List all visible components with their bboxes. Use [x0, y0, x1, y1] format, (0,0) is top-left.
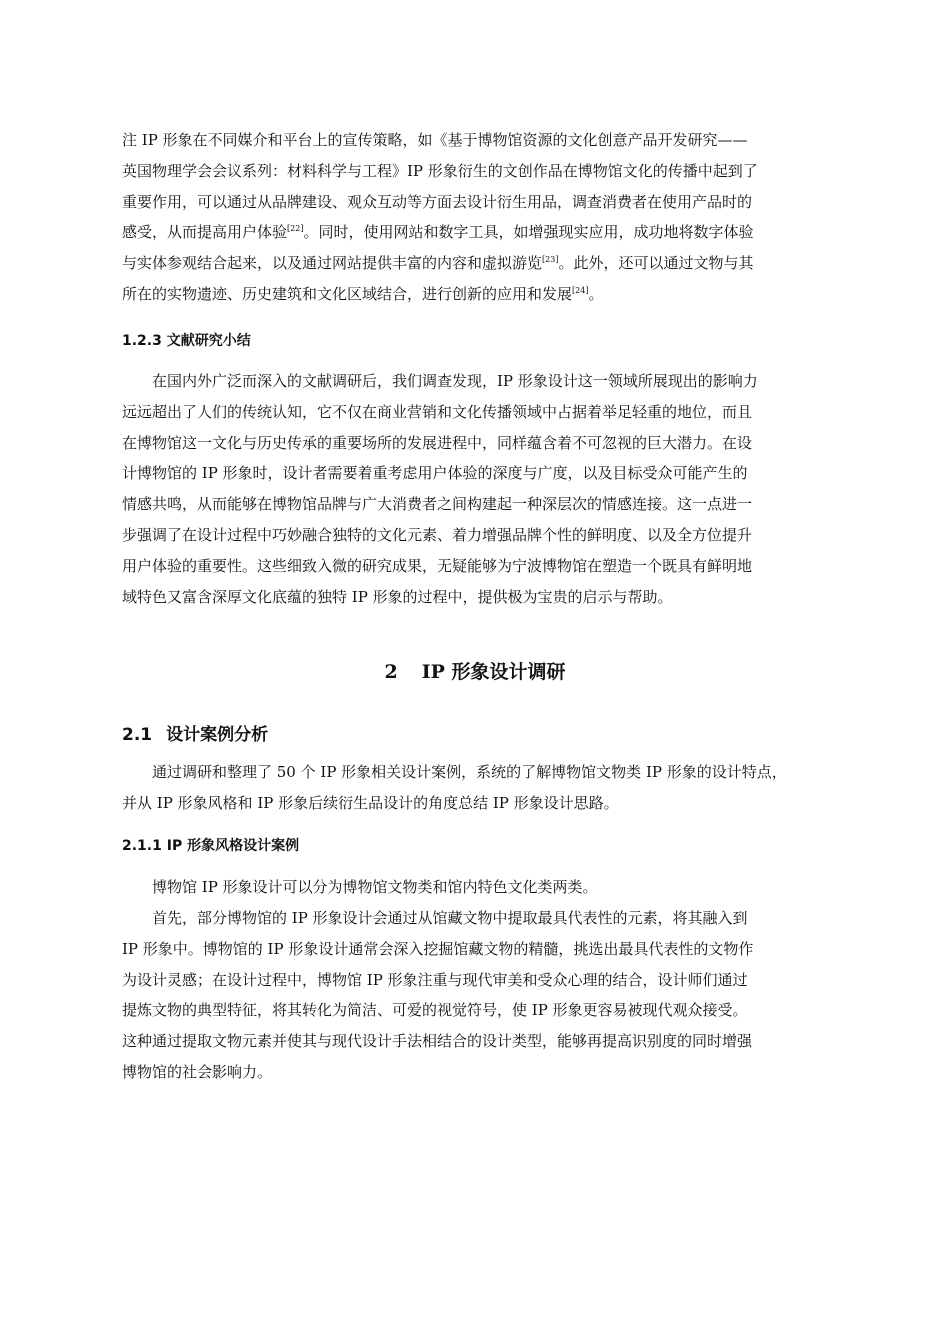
citation-22[interactable]: [22] [287, 224, 304, 234]
chapter-2-heading [0, 657, 950, 684]
intro-line-6-tail: 。 [588, 284, 604, 303]
section-1-2-3-paragraph [122, 366, 834, 612]
summary-line-5: 情感共鸣，从而能够在博物馆品牌与广大消费者之间构建起一种深层次的情感连接。这一点进一 [122, 495, 753, 514]
summary-line-2: 远远超出了人们的传统认知，它不仅在商业营销和文化传播领域中占据着举足轻重的地位，而且 [122, 402, 753, 421]
intro-line-4-text: 感受，从而提高用户体验 [122, 223, 288, 242]
style-line-2: IP 形象中。博物馆的 IP 形象设计通常会深入挖掘馆藏文物的精髓，挑选出最具代表性的文物作 [122, 939, 754, 958]
summary-line-7: 用户体验的重要性。这些细致入微的研究成果，无疑能够为宁波博物馆在塑造一个既具有鲜明地 [122, 556, 753, 575]
style-para-1: 博物馆 IP 形象设计可以分为博物馆文物类和馆内特色文化类两类。 [152, 878, 598, 896]
section-2-1-heading [122, 720, 268, 745]
summary-line-8: 域特色又富含深厚文化底蕴的独特 IP 形象的过程中，提供极为宝贵的启示与帮助。 [122, 587, 673, 606]
section-2-1-1-number: 2.1.1 [122, 838, 162, 854]
style-line-5: 这种通过提取文物元素并使其与现代设计手法相结合的设计类型，能够再提高识别度的同时增强 [122, 1032, 753, 1051]
section-2-1-1-heading [122, 835, 299, 855]
summary-line-6: 步强调了在设计过程中巧妙融合独特的文化元素、着力增强品牌个性的鲜明度、以及全方位提升 [122, 525, 753, 544]
section-2-1-paragraph [122, 757, 834, 819]
style-line-3: 为设计灵感；在设计过程中，博物馆 IP 形象注重与现代审美和受众心理的结合，设计师们通过 [122, 970, 748, 989]
intro-line-4 [122, 217, 834, 248]
section-2-1-number: 2.1 [122, 725, 153, 745]
chapter-2-title: IP 形象设计调研 [421, 661, 566, 683]
section-2-1-1-paragraph-2 [122, 903, 834, 1088]
style-line-1: 首先，部分博物馆的 IP 形象设计会通过从馆藏文物中提取最具代表性的元素，将其融入到 [152, 909, 748, 927]
section-1-2-3-number: 1.2.3 [122, 333, 162, 349]
case-line-1: 通过调研和整理了 50 个 IP 形象相关设计案例，系统的了解博物馆文物类 IP 形象的设计特点， [152, 763, 787, 781]
summary-line-3: 在博物馆这一文化与历史传承的重要场所的发展进程中，同样蕴含着不可忽视的巨大潜力。在设 [122, 433, 753, 452]
summary-line-1: 在国内外广泛而深入的文献调研后，我们调查发现，IP 形象设计这一领域所展现出的影响力 [152, 372, 758, 390]
section-2-1-1-paragraph-1 [122, 872, 834, 903]
summary-line-4: 计博物馆的 IP 形象时，设计者需要着重考虑用户体验的深度与广度，以及目标受众可能产生的 [122, 464, 748, 483]
intro-line-1: 注 IP 形象在不同媒介和平台上的宣传策略，如《基于博物馆资源的文化创意产品开发研究—— [122, 131, 748, 149]
intro-line-5-text: 与实体参观结合起来，以及通过网站提供丰富的内容和虚拟游览 [122, 254, 543, 273]
intro-line-2: 英国物理学会会议系列：材料科学与工程》IP 形象衍生的文创作品在博物馆文化的传播中起到了 [122, 161, 758, 180]
style-line-4: 提炼文物的典型特征，将其转化为简洁、可爱的视觉符号，使 IP 形象更容易被现代观众接受。 [122, 1001, 748, 1020]
section-2-1-title: 设计案例分析 [166, 725, 269, 745]
intro-line-6-text: 所在的实物遗迹、历史建筑和文化区域结合，进行创新的应用和发展 [122, 284, 573, 303]
intro-paragraph [122, 125, 834, 310]
intro-line-6 [122, 279, 834, 310]
intro-line-4-tail: 。同时，使用网站和数字工具，如增强现实应用，成功地将数字体验 [303, 223, 754, 242]
citation-23[interactable]: [23] [542, 255, 559, 265]
citation-24[interactable]: [24] [572, 285, 589, 295]
intro-line-5 [122, 248, 834, 279]
style-line-6: 博物馆的社会影响力。 [122, 1062, 273, 1081]
section-2-1-1-title: IP 形象风格设计案例 [166, 838, 300, 854]
section-1-2-3-title: 文献研究小结 [166, 333, 251, 349]
case-line-2: 并从 IP 形象风格和 IP 形象后续衍生品设计的角度总结 IP 形象设计思路。 [122, 793, 619, 812]
section-1-2-3-heading [122, 330, 251, 350]
intro-line-3: 重要作用，可以通过从品牌建设、观众互动等方面去设计衍生用品，调查消费者在使用产品时的 [122, 192, 753, 211]
chapter-2-number: 2 [384, 661, 398, 683]
intro-line-5-tail: 。此外，还可以通过文物与其 [558, 254, 754, 273]
